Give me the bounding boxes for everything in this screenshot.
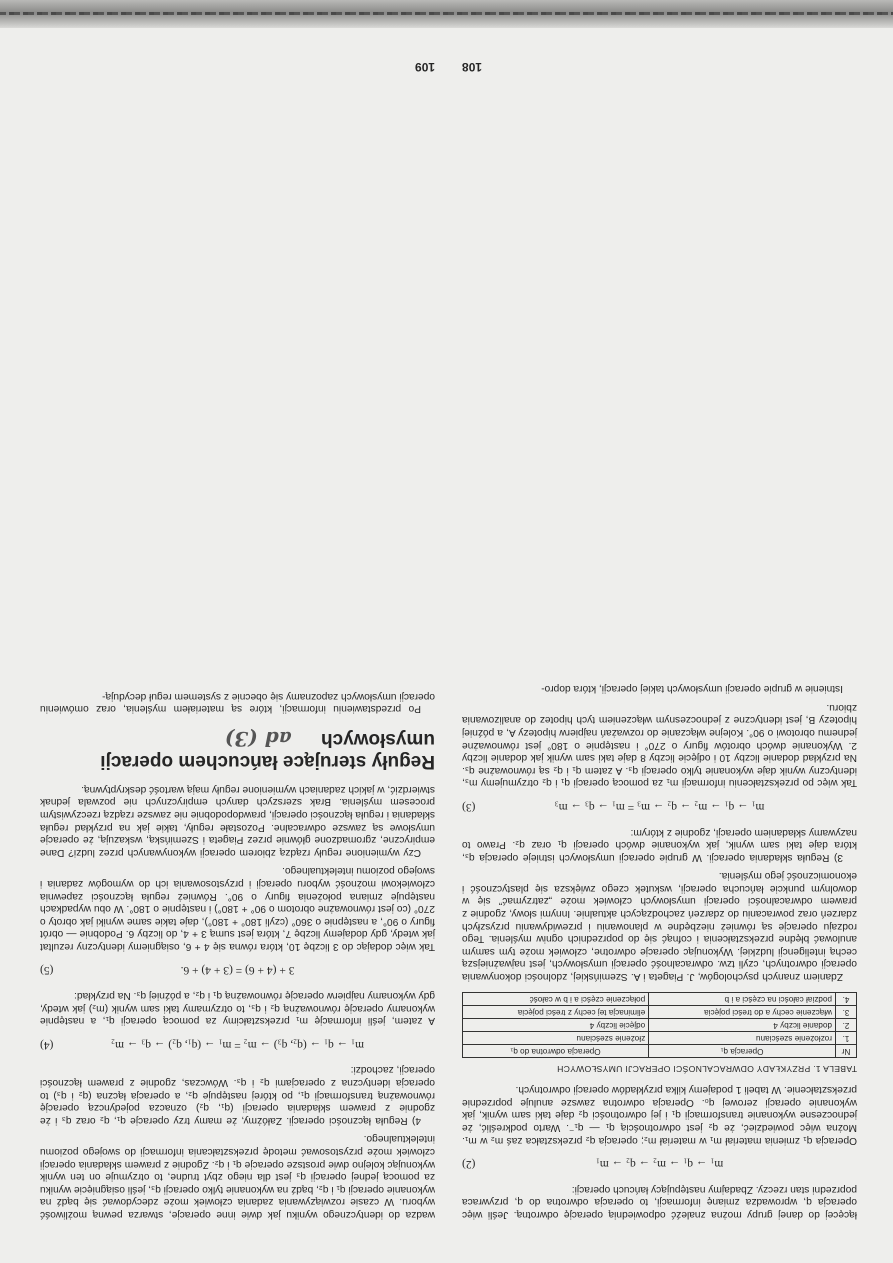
table-row	[463, 1019, 857, 1032]
table-caption: TABELA 1. PRZYKŁADY ODWRACALNOŚCI OPERACJI UMYSŁOWYCH	[556, 1063, 857, 1074]
formula-number: (2)	[462, 1158, 476, 1171]
table-cell: 3.	[836, 1006, 857, 1019]
table-cell: 4.	[836, 993, 857, 1006]
page-number: 108	[462, 59, 483, 74]
reversibility-table	[462, 992, 857, 1058]
book-page-108	[462, 60, 857, 1220]
table-cell: złożenie sześcianu	[463, 1032, 649, 1045]
table-header-row	[463, 1045, 857, 1058]
paragraph: 4) Reguła łączności operacji. Załóżmy, że mamy trzy operacje q₁, q₂ oraz q₃ i że zgodnie z prawem składania operacji (q₁, q₂) oznacza pojedynczą operację równoważną transformacji q₁, po której następuje q₂, a operacja łączna (q₂ i q₃) to operacja identyczna z operacjami q₂ i q₃. Wówczas, zgodnie z prawem łączności operacji, zachodzi:	[40, 1064, 435, 1126]
photocopy-edge-band	[0, 0, 893, 28]
paragraph: A zatem, jeśli informację m₁ przekształcimy za pomocą operacji q₁, a następnie wykonamy operację równoważną q₂ i q₃, to otrzymamy taki sam wynik (m₂) jak wtedy, gdy wykonamy najpierw operację równoważną q₁ i q₂, a później q₃. Na przykład:	[40, 990, 435, 1027]
paragraph: łącęcej do danej grupy można znaleźć odpowiednią operację odwrotną. Jeśli więc operacja q, wprowadza zmianę informacji, to operacja odwrotna do q, przywraca poprzedni stan rzeczy. Zbadajmy następujący łańcuch operacji:	[462, 1183, 857, 1220]
handwritten-annotation: ad (3)	[224, 727, 292, 752]
paragraph: Istnienie w grupie operacji umysłowych takiej operacji, która dopro-	[541, 683, 843, 695]
table-cell: odjęcie liczby 4	[463, 1019, 649, 1032]
formula-number: (3)	[462, 800, 476, 813]
paragraph: wadza do identycznego wyniku jak dwie inne operacje, stwarza pewną możliwość wyboru. W czasie rozwiązywania zadania człowiek może zdecydować się bądź na wykonanie operacji q₁ i q₂, bądź na wykonanie tylko operacji q₃, jeśli osiągnięcie wyniku za pomocą jednej operacji q₃ jest dla niego zbyt trudne, to otrzymuje on ten wynik wykonując kolejno dwie prostsze operacje q₁ i q₂. Zgodnie z prawem składania operacji człowiek może przystosować metodę przekształcania informacji do swojego poziomu intelektualnego.	[40, 1133, 435, 1220]
paragraph: Tak więc po przekształceniu informacji m₁ za pomocą operacji q₁ i q₂ otrzymujemy m₃, identyczny wynik daje wykonanie tylko operacji q₃. A zatem q₁ i q₂ są równoważne q₃. Na przykład dodanie liczby 10 i odjęcie liczby 8 daje taki sam wynik jak dodanie liczby 2. Wykonanie dwóch obrotów figury o 270° i następnie o 180° jest równoważne jednemu obrotowi o 90°. Kolejne włączanie do rozważań najpierw hipotezy A, a później hipotezy B, jest identyczne z jednoczesnym włączeniem tych hipotez do analizowania zbioru.	[462, 701, 857, 789]
formula-3	[462, 800, 857, 813]
formula-number: (5)	[40, 964, 54, 977]
table-cell: eliminacja tej cechy z treści pojęcia	[463, 1006, 649, 1019]
formula-text: 3 + (4 + 6) = (3 + 4) + 6.	[180, 964, 295, 977]
formula-5	[40, 964, 435, 977]
table-cell: dodanie liczby 4	[649, 1019, 836, 1032]
formula-2	[462, 1158, 857, 1171]
section-heading	[40, 728, 435, 772]
paragraph: Operacja q₁ zmienia materiał m₁ w materiał m₂; operacja q₂ przekształca zaś m₂ w m₁. Można więc powiedzieć, że q₂ jest odwrotnością q₁ — q₁⁻. Warto podkreślić, że jednoczesne wykonanie transformacji q₁ i jej odwrotności q₂ daje taki sam wynik, jak wykonanie operacji zerowej q₀. Operacja odwrotna zawsze anuluje poprzednie przekształcenie. W tabeli 1 podajemy kilka przykładów operacji odwrotnych.	[462, 1084, 857, 1146]
paragraph: 3) Reguła składania operacji. W grupie operacji umysłowych istnieje operacja q₃, która daje taki sam wynik, jak wykonanie dwóch operacji q₁ oraz q₂. Prawo to nazywamy składaniem operacji, zgodnie z którym:	[462, 826, 857, 863]
section-heading-text: Reguły sterujące łańcuchem operacji umysłowych	[100, 729, 435, 773]
book-page-109	[40, 60, 435, 1220]
table-row	[463, 1032, 857, 1045]
formula-text: m₁ → q₁ → m₂ → q₂ → m₃ = m₁ → q₃ → m₃	[554, 800, 765, 813]
formula-number: (4)	[40, 1038, 54, 1051]
table-cell: rozłożenie sześcianu	[649, 1032, 836, 1045]
table-row	[463, 993, 857, 1006]
formula-text: m₁ → q₁ → m₂ → q₂ → m₁	[595, 1158, 724, 1171]
table-cell: włączenie cechy a do treści pojęcia	[649, 1006, 836, 1019]
paragraph: Zdaniem znanych psychologów, J. Piageta i A. Szemińskiej, zdolności dokonywania operacji odwrotnych, czyli tzw. odwracalność operacji umysłowych, jest najważniejszą cechą inteligencji ludzkiej. Wykonując operacje odwrotne, człowiek może tym samym anulować błędne przekształcenia i cofnąć się do poprzednich ogniw myślenia. Tego rodzaju operacje są również niezbędne w planowaniu i przewidywaniu przyszłych zdarzeń oraz powracaniu do zdarzeń zachodzących aktualnie. Innymi słowy, zgodnie z prawem odwracalności operacji umysłowych człowiek może „zatrzymać” się w dowolnym punkcie łańcucha operacji, wskutek czego zwiększa się plastyczność i ekonomiczność jego myślenia.	[462, 870, 857, 983]
table-cell: 2.	[836, 1019, 857, 1032]
table-header: Operacja q₁	[649, 1045, 836, 1058]
table-cell: 1.	[836, 1032, 857, 1045]
paragraph: Czy wymienione reguły rządzą zbiorem operacji wykonywanych przez ludzi? Dane empiryczne, zgromadzone głównie przez Piageta i Szemińską, wskazują, że operacje umysłowe są zawsze odwracalne. Pozostałe reguły, takie jak na przykład reguła składania i reguła łączności operacji, prawdopodobnie nie zawsze rządzą rzeczywistym procesem myślenia. Brak szerszych danych empirycznych nie pozwala jednak stwierdzić, w jakich zadaniach wymienione reguły mają wartość deskryptywną.	[40, 783, 435, 858]
formula-text: m₁ → q₁ → (q₂, q₃) → m₂ = m₁ → (q₁, q₂) → q₃ → m₂	[111, 1038, 364, 1051]
table-row	[463, 1006, 857, 1019]
paragraph: Po przedstawieniu informacji, które są materiałem myślenia, oraz omówieniu operacji umysłowych zapoznamy się obecnie z systemem reguł decydują-	[40, 690, 435, 715]
formula-4	[40, 1038, 435, 1051]
table-header: Nr	[836, 1045, 857, 1058]
page-number: 109	[414, 59, 435, 74]
table-cell: połączenie części a i b w całość	[463, 993, 649, 1006]
table-header: Operacja odwrotna do q₁	[463, 1045, 649, 1058]
paragraph: Tak więc dodając do 3 liczbę 10, która równa się 4 + 6, osiągniemy identyczny rezultat jak wtedy, gdy dodajemy liczbę 7, która jest sumą 3 + 4, do liczby 6. Podobnie — obrót figury o 90°, a następnie o 360° (czyli 180° + 180°), daje takie same wyniki jak obroty o 270° (co jest równoważne obrotom o 90° + 180°) i następnie o 180°. W obu wypadkach następuje zmiana położenia figury o 90°. Również reguła łączności zapewnia człowiekowi możność wyboru operacji i przystosowania ich do wymogów zadania i swojego poziomu intelektualnego.	[40, 865, 435, 952]
table-cell: podział całości na części a i b	[649, 993, 836, 1006]
